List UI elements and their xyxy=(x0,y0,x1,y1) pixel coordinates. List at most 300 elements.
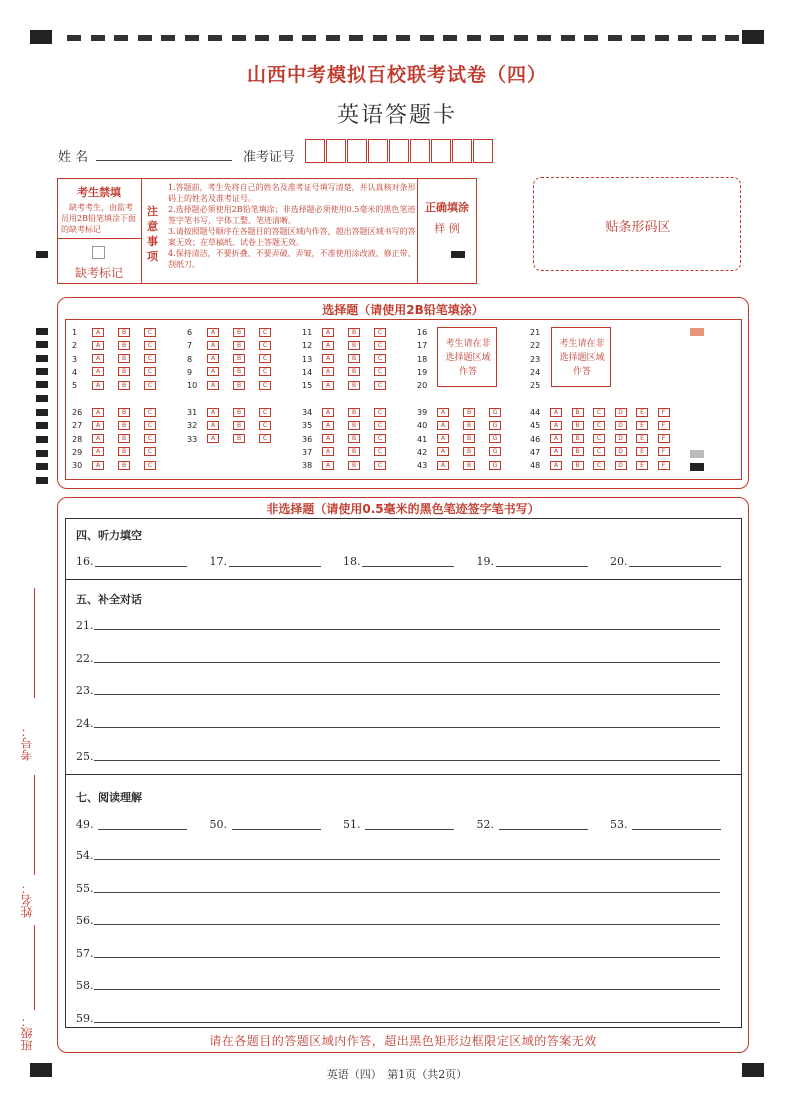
question-number: 35 xyxy=(302,421,313,431)
option-bubble[interactable]: D xyxy=(615,461,627,470)
timing-mark xyxy=(36,251,48,258)
question-number: 6 xyxy=(187,328,193,337)
option-bubble[interactable]: C xyxy=(374,461,386,470)
option-bubble[interactable]: B xyxy=(118,367,130,376)
timing-mark xyxy=(36,368,48,375)
timing-dash xyxy=(326,35,340,41)
option-bubble[interactable]: B xyxy=(233,381,245,390)
option-bubble[interactable]: C xyxy=(144,447,156,456)
answer-number: 57. xyxy=(76,946,94,960)
option-bubble[interactable]: A xyxy=(437,408,449,417)
option-bubble[interactable]: C xyxy=(144,328,156,337)
timing-mark xyxy=(36,341,48,348)
fill-example-sub: 样 例 xyxy=(434,222,460,235)
question-number: 36 xyxy=(302,434,313,444)
option-bubble[interactable]: C xyxy=(593,461,605,470)
option-bubble[interactable]: C xyxy=(374,341,386,350)
calibration-mark xyxy=(690,328,704,336)
question-number: 32 xyxy=(187,421,198,431)
notice-item: 4.保持清洁，不要折叠、不要弄破、弄皱，不准使用涂改液、修正带、刮纸刀。 xyxy=(168,249,416,269)
option-bubble[interactable]: B xyxy=(348,434,360,443)
option-bubble[interactable]: C xyxy=(144,421,156,430)
answer-number: 49. xyxy=(76,818,94,831)
answer-number: 25. xyxy=(76,749,94,763)
option-bubble[interactable]: B xyxy=(348,421,360,430)
option-bubble[interactable]: A xyxy=(92,328,104,337)
option-bubble[interactable]: C xyxy=(144,461,156,470)
binding-line xyxy=(34,588,35,698)
answer-number: 50. xyxy=(209,818,227,831)
reading-title: 七、阅读理解 xyxy=(76,791,142,804)
option-bubble[interactable]: A xyxy=(550,421,562,430)
question-number: 11 xyxy=(302,328,313,337)
option-bubble[interactable]: C xyxy=(374,381,386,390)
answer-line[interactable] xyxy=(94,694,720,695)
absence-text: 缺考考生，由监考员用2B铅笔填涂下面的缺考标记 xyxy=(61,203,136,234)
timing-dash xyxy=(396,35,410,41)
option-bubble[interactable]: B xyxy=(118,328,130,337)
no-answer-text: 考生请在非选择题区域作答 xyxy=(559,339,605,377)
option-bubble[interactable]: A xyxy=(437,421,449,430)
barcode-label: 贴条形码区 xyxy=(605,220,671,235)
option-bubble[interactable]: B xyxy=(118,341,130,350)
timing-dash xyxy=(608,35,622,41)
timing-dash xyxy=(232,35,246,41)
question-number: 31 xyxy=(187,408,198,417)
corner-mark xyxy=(30,30,52,44)
question-number: 1 xyxy=(72,328,78,337)
option-bubble[interactable]: C xyxy=(259,381,271,390)
option-bubble[interactable]: A xyxy=(550,434,562,443)
timing-dash xyxy=(443,35,457,41)
absence-heading: 考生禁填 xyxy=(77,186,121,199)
exam-id-digit-box[interactable] xyxy=(431,139,451,163)
option-bubble[interactable]: E xyxy=(636,408,648,417)
option-bubble[interactable]: C xyxy=(144,408,156,417)
timing-dash xyxy=(349,35,363,41)
answer-number: 54. xyxy=(76,849,94,862)
timing-mark xyxy=(36,436,48,443)
question-number: 24 xyxy=(530,367,541,377)
option-bubble[interactable]: A xyxy=(207,354,219,363)
option-bubble[interactable]: C xyxy=(259,434,271,443)
exam-id-digit-box[interactable] xyxy=(473,139,493,163)
option-bubble[interactable]: B xyxy=(348,341,360,350)
option-bubble[interactable]: G xyxy=(489,408,501,417)
option-bubble[interactable]: A xyxy=(550,408,562,417)
option-bubble[interactable]: B xyxy=(572,434,584,443)
option-bubble[interactable]: B xyxy=(233,341,245,350)
option-bubble[interactable]: A xyxy=(92,461,104,470)
exam-id-digit-box[interactable] xyxy=(305,139,325,163)
option-bubble[interactable]: B xyxy=(572,421,584,430)
option-bubble[interactable]: A xyxy=(437,461,449,470)
option-bubble[interactable]: A xyxy=(322,461,334,470)
question-number: 5 xyxy=(72,381,78,391)
timing-mark xyxy=(36,477,48,484)
option-bubble[interactable]: G xyxy=(489,447,501,456)
exam-id-digit-box[interactable] xyxy=(410,139,430,163)
question-number: 28 xyxy=(72,434,83,444)
option-bubble[interactable]: B xyxy=(463,408,475,417)
option-bubble[interactable]: C xyxy=(144,354,156,363)
option-bubble[interactable]: B xyxy=(348,408,360,417)
timing-dash xyxy=(725,35,739,41)
answer-line[interactable] xyxy=(499,829,588,830)
timing-dash xyxy=(514,35,528,41)
option-bubble[interactable]: C xyxy=(144,341,156,350)
timing-dash xyxy=(631,35,645,41)
question-number: 39 xyxy=(417,408,428,417)
question-number: 20 xyxy=(417,381,428,391)
answer-number: 23. xyxy=(76,684,94,698)
option-bubble[interactable]: A xyxy=(322,381,334,390)
option-bubble[interactable]: A xyxy=(550,447,562,456)
timing-dash xyxy=(561,35,575,41)
question-number: 19 xyxy=(417,367,428,377)
question-number: 25 xyxy=(530,381,541,391)
question-number: 42 xyxy=(417,447,428,457)
question-number: 40 xyxy=(417,421,428,431)
answer-line[interactable] xyxy=(365,829,454,830)
notice-text xyxy=(168,182,416,270)
option-bubble[interactable]: A xyxy=(92,447,104,456)
barcode-area xyxy=(533,177,741,271)
question-number: 18 xyxy=(417,354,428,364)
option-bubble[interactable]: C xyxy=(593,421,605,430)
option-bubble[interactable]: C xyxy=(374,421,386,430)
answer-line[interactable] xyxy=(94,957,720,958)
question-number: 17 xyxy=(417,341,428,351)
reading-section xyxy=(65,774,742,1028)
exam-id-digit-box[interactable] xyxy=(389,139,409,163)
option-bubble[interactable]: A xyxy=(322,367,334,376)
listening-section xyxy=(65,518,742,580)
exam-id-digit-box[interactable] xyxy=(326,139,346,163)
option-bubble[interactable]: A xyxy=(322,341,334,350)
option-bubble[interactable]: A xyxy=(92,408,104,417)
timing-dash xyxy=(302,35,316,41)
option-bubble[interactable]: A xyxy=(322,421,334,430)
option-bubble[interactable]: B xyxy=(233,434,245,443)
option-bubble[interactable]: B xyxy=(348,461,360,470)
option-bubble[interactable]: B xyxy=(463,434,475,443)
option-bubble[interactable]: A xyxy=(322,434,334,443)
option-bubble[interactable]: E xyxy=(636,421,648,430)
side-name: 姓名： xyxy=(20,882,34,918)
exam-id-digit-box[interactable] xyxy=(368,139,388,163)
question-number: 2 xyxy=(72,341,78,351)
option-bubble[interactable]: B xyxy=(348,328,360,337)
option-bubble[interactable]: B xyxy=(233,421,245,430)
answer-line[interactable] xyxy=(94,924,720,925)
listening-title: 四、听力填空 xyxy=(76,529,142,542)
option-bubble[interactable]: B xyxy=(463,447,475,456)
question-number: 33 xyxy=(187,434,198,444)
option-bubble[interactable]: A xyxy=(92,434,104,443)
option-bubble[interactable]: A xyxy=(322,408,334,417)
option-bubble[interactable]: E xyxy=(636,447,648,456)
answer-line[interactable] xyxy=(632,829,721,830)
dialogue-section xyxy=(65,579,742,775)
option-bubble[interactable]: F xyxy=(658,434,670,443)
option-bubble[interactable]: C xyxy=(259,341,271,350)
question-number: 48 xyxy=(530,461,541,471)
question-number: 8 xyxy=(187,354,193,364)
question-number: 15 xyxy=(302,381,313,391)
option-bubble[interactable]: B xyxy=(348,447,360,456)
timing-dash xyxy=(467,35,481,41)
question-number: 4 xyxy=(72,367,78,377)
no-answer-box-1 xyxy=(437,327,497,387)
option-bubble[interactable]: F xyxy=(658,421,670,430)
option-bubble[interactable]: B xyxy=(233,354,245,363)
answer-number: 24. xyxy=(76,717,94,731)
option-bubble[interactable]: C xyxy=(593,434,605,443)
option-bubble[interactable]: C xyxy=(259,421,271,430)
question-number: 46 xyxy=(530,434,541,444)
option-bubble[interactable]: B xyxy=(463,421,475,430)
absence-panel xyxy=(57,178,141,284)
question-number: 27 xyxy=(72,421,83,431)
option-bubble[interactable]: C xyxy=(593,447,605,456)
option-bubble[interactable]: A xyxy=(207,328,219,337)
timing-mark xyxy=(36,463,48,470)
option-bubble[interactable]: B xyxy=(348,354,360,363)
option-bubble[interactable]: A xyxy=(322,328,334,337)
option-bubble[interactable]: D xyxy=(615,421,627,430)
option-bubble[interactable]: A xyxy=(550,461,562,470)
absence-mark-label: 缺考标记 xyxy=(74,266,123,280)
question-number: 12 xyxy=(302,341,313,351)
timing-dash xyxy=(678,35,692,41)
choice-title: 选择题（请使用2B铅笔填涂） xyxy=(322,303,484,317)
answer-number: 51. xyxy=(343,818,361,831)
answer-line[interactable] xyxy=(94,629,720,630)
exam-id-label: 准考证号 xyxy=(243,150,296,165)
timing-dash xyxy=(420,35,434,41)
timing-mark xyxy=(36,422,48,429)
option-bubble[interactable]: B xyxy=(348,381,360,390)
question-number: 38 xyxy=(302,461,313,471)
question-number: 37 xyxy=(302,447,313,457)
option-bubble[interactable]: B xyxy=(118,461,130,470)
option-bubble[interactable]: B xyxy=(233,367,245,376)
no-answer-box-2 xyxy=(551,327,611,387)
notice-item: 2.选择题必须使用2B铅笔填涂；非选择题必须使用0.5毫米的黑色笔迹签字笔书写，字体工整、笔迹清晰。 xyxy=(168,205,416,225)
question-number: 44 xyxy=(530,408,541,417)
option-bubble[interactable]: C xyxy=(374,328,386,337)
option-bubble[interactable]: B xyxy=(233,328,245,337)
question-number: 9 xyxy=(187,367,193,377)
question-number: 13 xyxy=(302,354,313,364)
answer-number: 58. xyxy=(76,979,94,993)
answer-number: 20. xyxy=(610,555,628,568)
binding-line xyxy=(34,925,35,1010)
name-field[interactable] xyxy=(96,160,232,161)
side-exam-no: 考号： xyxy=(20,725,34,761)
question-number: 34 xyxy=(302,408,313,417)
timing-mark xyxy=(36,328,48,335)
option-bubble[interactable]: C xyxy=(374,408,386,417)
answer-line[interactable] xyxy=(232,829,321,830)
option-bubble[interactable]: A xyxy=(207,434,219,443)
option-bubble[interactable]: A xyxy=(207,421,219,430)
option-bubble[interactable]: A xyxy=(207,341,219,350)
dialogue-title: 五、补全对话 xyxy=(76,593,142,606)
answer-number: 59. xyxy=(76,1012,94,1025)
page-subtitle: 英语答题卡 xyxy=(336,103,457,128)
answer-line[interactable] xyxy=(94,892,720,893)
option-bubble[interactable]: G xyxy=(489,461,501,470)
option-bubble[interactable]: A xyxy=(207,408,219,417)
question-number: 45 xyxy=(530,421,541,431)
timing-dash xyxy=(91,35,105,41)
filled-sample-mark xyxy=(451,251,465,258)
answer-line[interactable] xyxy=(94,760,720,761)
option-bubble[interactable]: B xyxy=(118,354,130,363)
timing-dash xyxy=(584,35,598,41)
corner-mark xyxy=(742,30,764,44)
timing-dash xyxy=(655,35,669,41)
option-bubble[interactable]: A xyxy=(437,447,449,456)
name-label: 姓 名 xyxy=(58,150,89,165)
option-bubble[interactable]: C xyxy=(374,434,386,443)
answer-number: 56. xyxy=(76,914,94,928)
answer-number: 17. xyxy=(209,555,227,568)
question-number: 7 xyxy=(187,341,193,351)
divider xyxy=(141,178,142,284)
option-bubble[interactable]: A xyxy=(437,434,449,443)
option-bubble[interactable]: C xyxy=(374,354,386,363)
timing-mark xyxy=(36,355,48,362)
question-number: 14 xyxy=(302,367,313,377)
answer-number: 53. xyxy=(610,818,628,831)
option-bubble[interactable]: B xyxy=(118,434,130,443)
option-bubble[interactable]: D xyxy=(615,447,627,456)
answer-line[interactable] xyxy=(629,566,721,567)
option-bubble[interactable]: C xyxy=(259,367,271,376)
option-bubble[interactable]: B xyxy=(118,447,130,456)
question-number: 23 xyxy=(530,354,541,364)
option-bubble[interactable]: A xyxy=(322,354,334,363)
option-bubble[interactable]: B xyxy=(348,367,360,376)
question-number: 10 xyxy=(187,381,198,391)
option-bubble[interactable]: C xyxy=(593,408,605,417)
side-class: 班级： xyxy=(20,1015,34,1051)
timing-mark xyxy=(36,409,48,416)
absence-checkbox[interactable] xyxy=(92,246,105,259)
notice-item: 3.请按照题号顺序在各题目的答题区域内作答，超出答题区域书写的答案无效；在草稿纸、试卷上答题无效。 xyxy=(168,227,416,247)
option-bubble[interactable]: A xyxy=(207,381,219,390)
timing-dash xyxy=(114,35,128,41)
option-bubble[interactable]: A xyxy=(92,421,104,430)
timing-mark xyxy=(36,450,48,457)
question-number: 30 xyxy=(72,461,83,471)
answer-line[interactable] xyxy=(229,566,321,567)
option-bubble[interactable]: D xyxy=(615,434,627,443)
fill-example-heading: 正确填涂 xyxy=(425,201,469,214)
question-number: 47 xyxy=(530,447,541,457)
option-bubble[interactable]: B xyxy=(572,408,584,417)
option-bubble[interactable]: B xyxy=(463,461,475,470)
timing-dash xyxy=(67,35,81,41)
answer-line[interactable] xyxy=(94,989,720,990)
timing-mark xyxy=(36,381,48,388)
answer-line[interactable] xyxy=(362,566,454,567)
option-bubble[interactable]: F xyxy=(658,447,670,456)
answer-line[interactable] xyxy=(98,829,187,830)
page-footer: 英语（四） 第1页（共2页） xyxy=(326,1068,468,1081)
option-bubble[interactable]: C xyxy=(259,328,271,337)
question-number: 16 xyxy=(417,328,428,337)
option-bubble[interactable]: A xyxy=(92,354,104,363)
option-bubble[interactable]: B xyxy=(572,461,584,470)
option-bubble[interactable]: F xyxy=(658,408,670,417)
calibration-mark xyxy=(690,450,704,458)
question-number: 22 xyxy=(530,341,541,351)
question-number: 29 xyxy=(72,447,83,457)
timing-dash xyxy=(373,35,387,41)
answer-line[interactable] xyxy=(94,662,720,663)
option-bubble[interactable]: B xyxy=(572,447,584,456)
option-bubble[interactable]: C xyxy=(259,408,271,417)
answer-number: 21. xyxy=(76,619,94,632)
question-number: 41 xyxy=(417,434,428,444)
option-bubble[interactable]: C xyxy=(144,381,156,390)
option-bubble[interactable]: F xyxy=(658,461,670,470)
option-bubble[interactable]: C xyxy=(259,354,271,363)
timing-dash xyxy=(702,35,716,41)
exam-id-digit-box[interactable] xyxy=(347,139,367,163)
option-bubble[interactable]: B xyxy=(233,408,245,417)
option-bubble[interactable]: A xyxy=(322,447,334,456)
option-bubble[interactable]: E xyxy=(636,434,648,443)
option-bubble[interactable]: G xyxy=(489,421,501,430)
question-number: 43 xyxy=(417,461,428,471)
option-bubble[interactable]: C xyxy=(374,367,386,376)
option-bubble[interactable]: A xyxy=(92,381,104,390)
answer-line[interactable] xyxy=(496,566,588,567)
option-bubble[interactable]: A xyxy=(92,367,104,376)
answer-line[interactable] xyxy=(94,1022,720,1023)
option-bubble[interactable]: B xyxy=(118,408,130,417)
option-bubble[interactable]: B xyxy=(118,421,130,430)
option-bubble[interactable]: C xyxy=(144,367,156,376)
option-bubble[interactable]: G xyxy=(489,434,501,443)
option-bubble[interactable]: C xyxy=(144,434,156,443)
timing-dash xyxy=(138,35,152,41)
answer-line[interactable] xyxy=(94,727,720,728)
answer-number: 18. xyxy=(343,555,361,568)
exam-id-digit-box[interactable] xyxy=(452,139,472,163)
option-bubble[interactable]: A xyxy=(92,341,104,350)
page-title: 山西中考模拟百校联考试卷（四） xyxy=(246,64,547,86)
answer-line[interactable] xyxy=(95,566,187,567)
option-bubble[interactable]: D xyxy=(615,408,627,417)
option-bubble[interactable]: E xyxy=(636,461,648,470)
option-bubble[interactable]: B xyxy=(118,381,130,390)
option-bubble[interactable]: A xyxy=(207,367,219,376)
answer-line[interactable] xyxy=(94,859,720,860)
option-bubble[interactable]: C xyxy=(374,447,386,456)
notice-label: 注意事项 xyxy=(147,205,158,263)
timing-dash xyxy=(185,35,199,41)
timing-dash xyxy=(255,35,269,41)
footer-warning: 请在各题目的答题区域内作答，超出黑色矩形边框限定区域的答案无效 xyxy=(209,1034,597,1048)
answer-number: 22. xyxy=(76,651,94,665)
question-number: 21 xyxy=(530,328,541,337)
